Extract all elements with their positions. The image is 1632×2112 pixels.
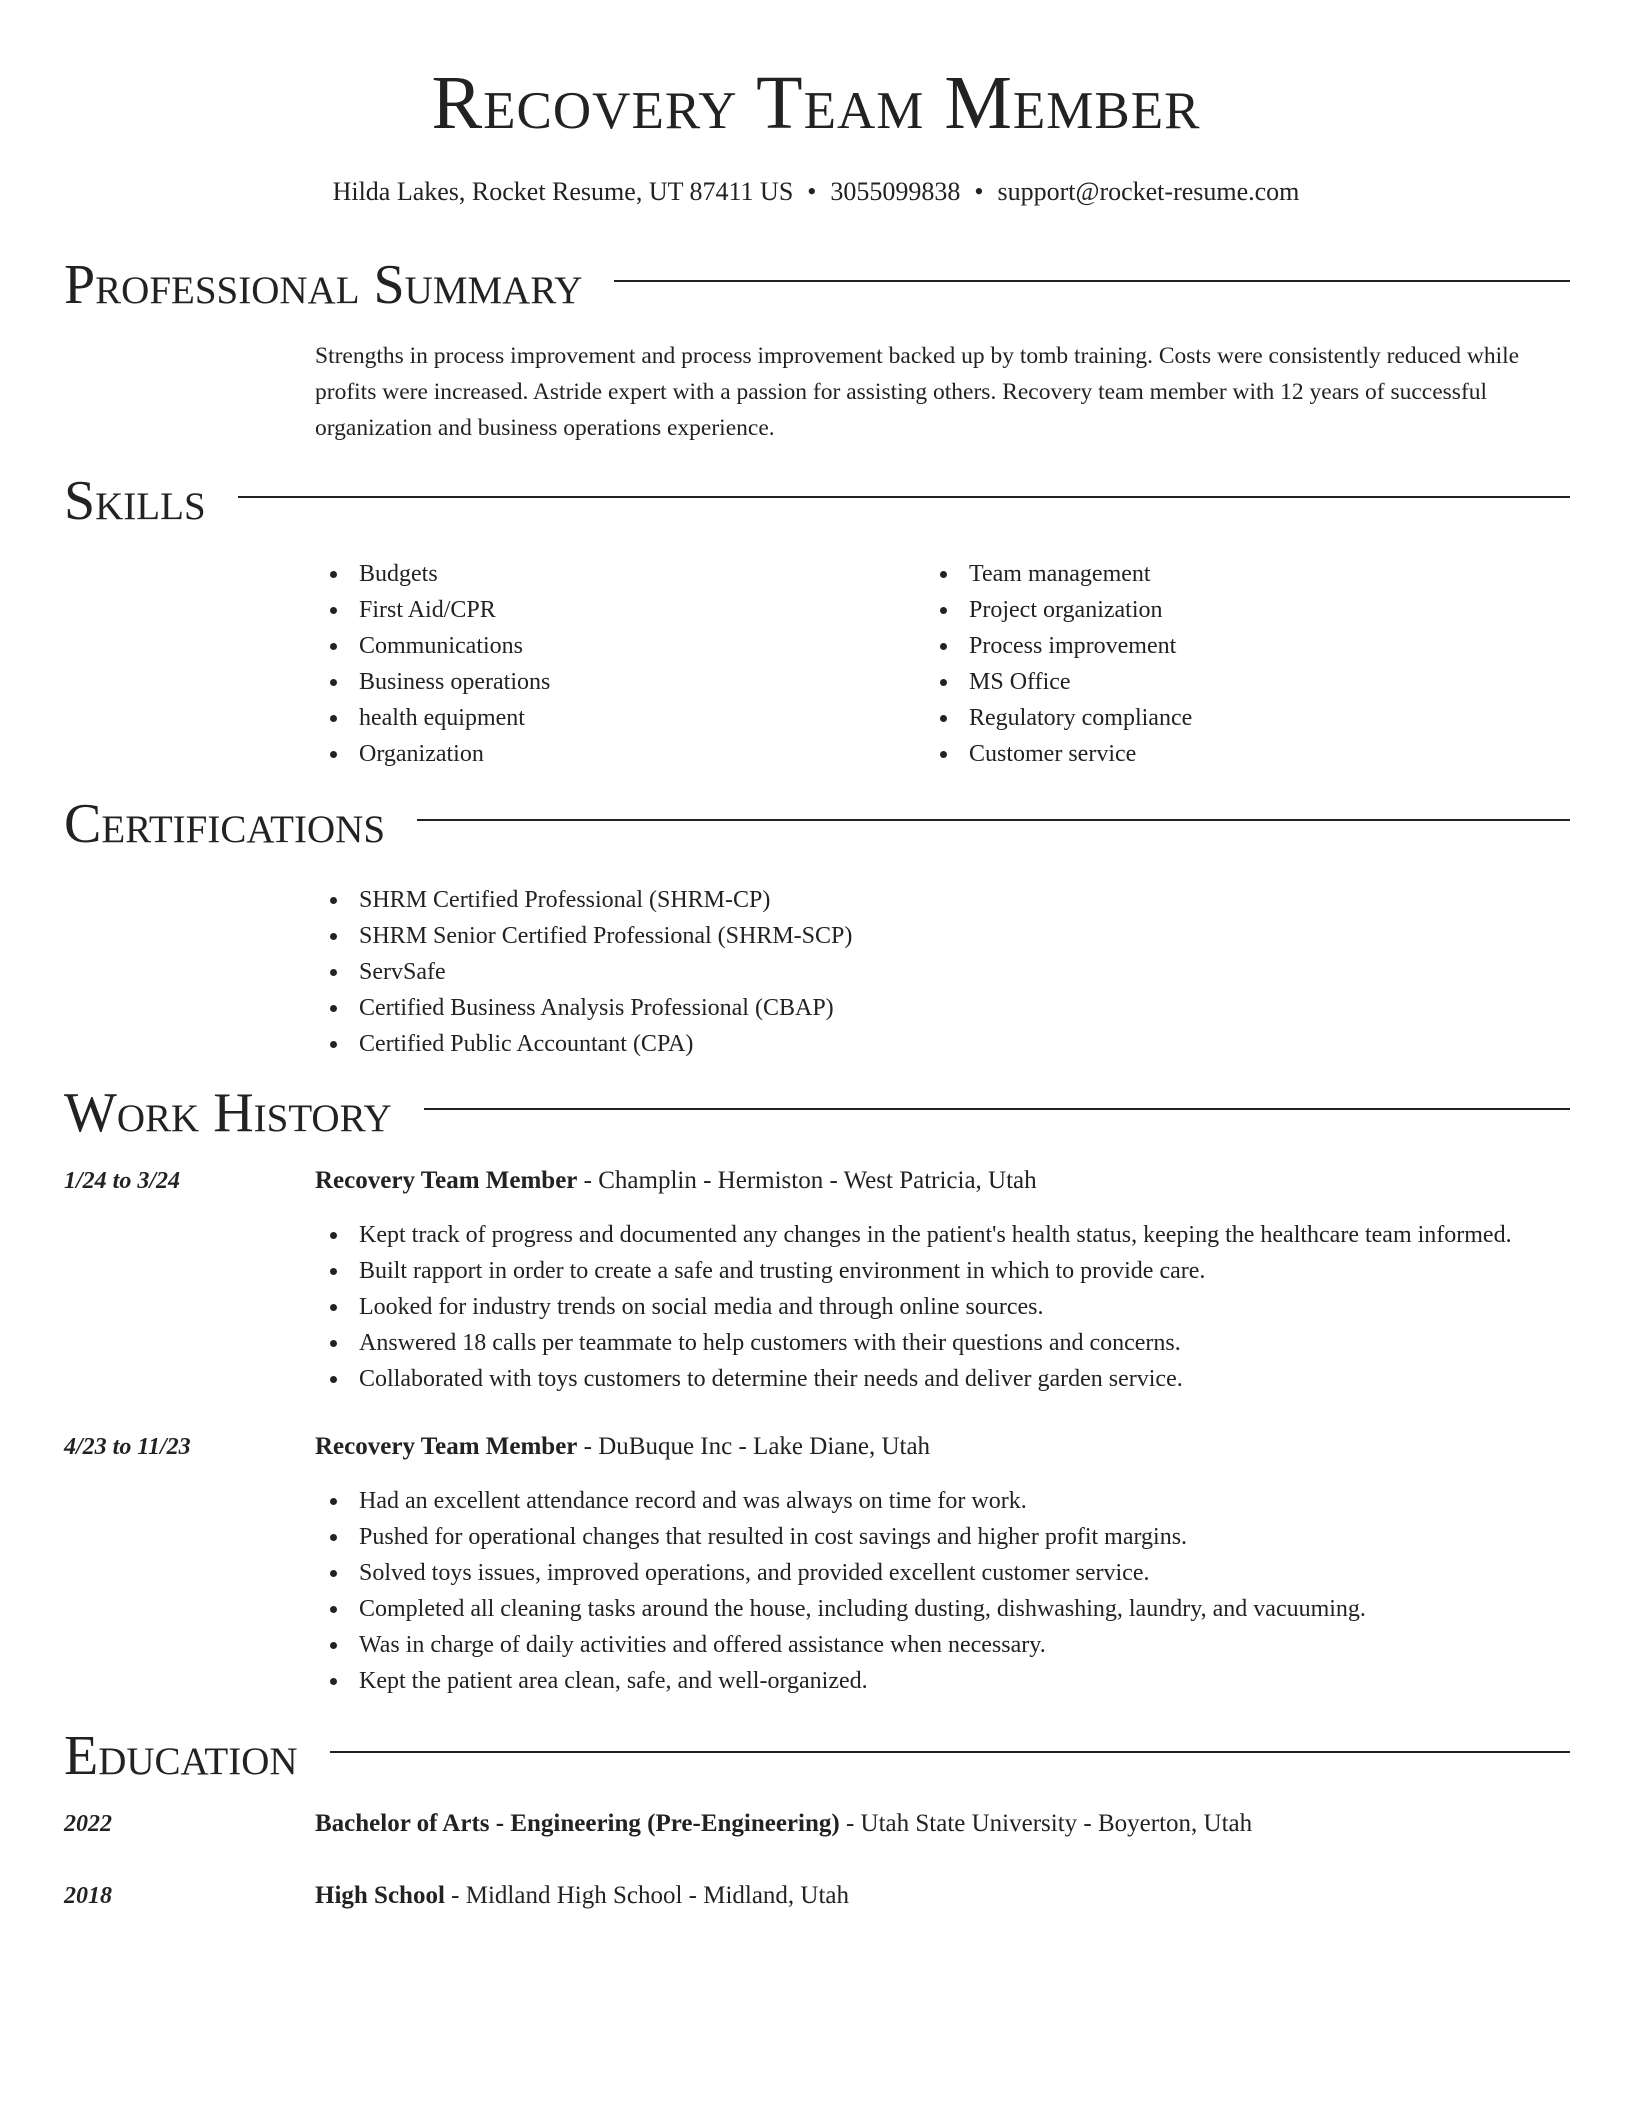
job-bullets xyxy=(315,1483,1570,1699)
contact-separator: • xyxy=(807,177,817,206)
section-title-certifications: Certifications xyxy=(64,793,386,855)
job-bullet: Pushed for operational changes that resulted in cost savings and higher profit margins. xyxy=(315,1519,1570,1555)
section-divider xyxy=(424,1108,1570,1110)
section-title-summary: Professional Summary xyxy=(64,254,583,316)
summary-section-header xyxy=(64,252,1570,318)
job-bullet: Answered 18 calls per teammate to help customers with their questions and concerns. xyxy=(315,1325,1570,1361)
job-bullet: Looked for industry trends on social media and through online sources. xyxy=(315,1289,1570,1325)
section-divider xyxy=(417,819,1570,821)
skills-list-right xyxy=(925,556,1485,772)
job-bullet: Kept the patient area clean, safe, and well-organized. xyxy=(315,1663,1570,1699)
education-degree: High School xyxy=(315,1882,445,1909)
job-role: Recovery Team Member xyxy=(315,1167,578,1194)
resume-name: Recovery Team Member xyxy=(431,61,1201,145)
skill-item: Team management xyxy=(925,556,1485,592)
job-title-line xyxy=(315,1163,1037,1199)
certification-item: ServSafe xyxy=(315,954,1515,990)
education-year: 2022 xyxy=(64,1811,112,1837)
job-bullet: Was in charge of daily activities and offered assistance when necessary. xyxy=(315,1627,1570,1663)
summary-text: Strengths in process improvement and process improvement backed up by tomb training. Costs were consistently reduced while profits were increased. Astride expert with a passion for assisting others. Recovery team member with 12 years of successful organization and business operations experience. xyxy=(315,343,1520,441)
section-title-work: Work History xyxy=(64,1082,392,1144)
contact-email: support@rocket-resume.com xyxy=(997,177,1300,206)
job-employer: - Champlin - Hermiston - West Patricia, Utah xyxy=(577,1167,1037,1194)
job-bullet: Completed all cleaning tasks around the house, including dusting, dishwashing, laundry, and vacuuming. xyxy=(315,1591,1570,1627)
skill-item: Budgets xyxy=(315,556,875,592)
skill-item: Process improvement xyxy=(925,628,1485,664)
certification-item: SHRM Senior Certified Professional (SHRM-SCP) xyxy=(315,918,1515,954)
education-degree: Bachelor of Arts - Engineering (Pre-Engineering) xyxy=(315,1810,840,1837)
section-divider xyxy=(614,280,1570,282)
section-divider xyxy=(330,1751,1570,1753)
skill-item: First Aid/CPR xyxy=(315,592,875,628)
skills-list-left xyxy=(315,556,875,772)
contact-line xyxy=(0,175,1632,209)
job-dates: 4/23 to 11/23 xyxy=(64,1434,191,1460)
certification-item: SHRM Certified Professional (SHRM-CP) xyxy=(315,882,1515,918)
education-section-header xyxy=(64,1723,1570,1789)
education-line xyxy=(315,1806,1252,1842)
work-section-header xyxy=(64,1080,1570,1146)
job-bullet: Built rapport in order to create a safe and trusting environment in which to provide care. xyxy=(315,1253,1570,1289)
section-title-skills: Skills xyxy=(64,470,206,532)
section-title-education: Education xyxy=(64,1725,298,1787)
job-role: Recovery Team Member xyxy=(315,1433,578,1460)
skills-section-header xyxy=(64,468,1570,534)
skill-item: Customer service xyxy=(925,736,1485,772)
certification-item: Certified Business Analysis Professional (CBAP) xyxy=(315,990,1515,1026)
education-school: - Midland High School - Midland, Utah xyxy=(444,1882,850,1909)
job-employer: - DuBuque Inc - Lake Diane, Utah xyxy=(577,1433,931,1460)
skill-item: Project organization xyxy=(925,592,1485,628)
contact-phone: 3055099838 xyxy=(830,177,961,206)
skill-item: MS Office xyxy=(925,664,1485,700)
education-year: 2018 xyxy=(64,1883,112,1909)
certifications-list xyxy=(315,882,1515,1062)
education-line xyxy=(315,1878,849,1914)
skill-item: Business operations xyxy=(315,664,875,700)
skill-item: Communications xyxy=(315,628,875,664)
skill-item: Regulatory compliance xyxy=(925,700,1485,736)
contact-separator: • xyxy=(974,177,984,206)
job-bullet: Had an excellent attendance record and was always on time for work. xyxy=(315,1483,1570,1519)
job-title-line xyxy=(315,1429,930,1465)
certifications-section-header xyxy=(64,791,1570,857)
job-dates: 1/24 to 3/24 xyxy=(64,1168,181,1194)
job-bullet: Solved toys issues, improved operations, and provided excellent customer service. xyxy=(315,1555,1570,1591)
job-bullets xyxy=(315,1217,1570,1397)
skill-item: Organization xyxy=(315,736,875,772)
job-bullet: Kept track of progress and documented any changes in the patient's health status, keeping the healthcare team informed. xyxy=(315,1217,1570,1253)
skill-item: health equipment xyxy=(315,700,875,736)
certification-item: Certified Public Accountant (CPA) xyxy=(315,1026,1515,1062)
contact-address: Hilda Lakes, Rocket Resume, UT 87411 US xyxy=(332,177,794,206)
section-divider xyxy=(238,496,1570,498)
job-bullet: Collaborated with toys customers to determine their needs and deliver garden service. xyxy=(315,1361,1570,1397)
education-school: - Utah State University - Boyerton, Utah xyxy=(839,1810,1253,1837)
